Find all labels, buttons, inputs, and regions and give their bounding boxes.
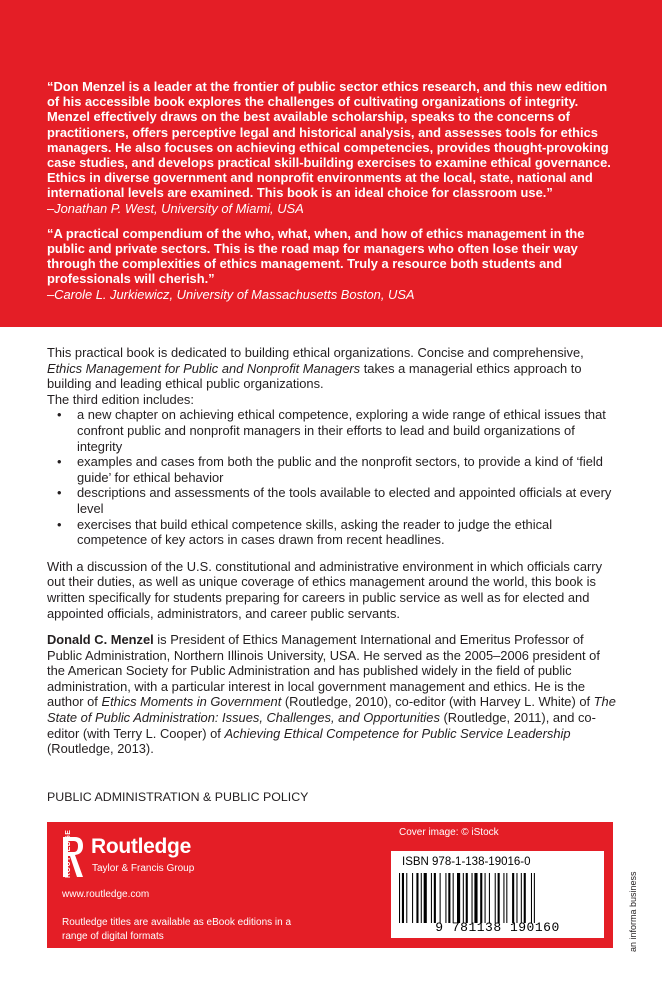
- list-item: • exercises that build ethical competence skills, asking the reader to judge the ethical competence of key actors in cases drawn from recent headlines.: [77, 517, 617, 548]
- barcode-bar: [421, 873, 422, 923]
- discussion-paragraph: With a discussion of the U.S. constitutional and administrative environment in which officials carry out their duties, as well as unique coverage of ethics management around the world, this book is written specifically for students preparing for careers in public service as well as for elected and appointed officials, administrators, and career public servants.: [47, 558, 603, 621]
- barcode: [399, 873, 599, 923]
- list-item: • examples and cases from both the public and the nonprofit sectors, to provide a kind of ‘field guide’ for ethical behavior: [77, 454, 617, 485]
- publisher-footer: [47, 822, 613, 948]
- barcode-bar: [466, 873, 468, 923]
- author-name: Donald C. Menzel: [47, 632, 154, 648]
- barcode-bar: [472, 873, 473, 923]
- barcode-bar: [512, 873, 514, 923]
- barcode-bar: [531, 873, 532, 923]
- publisher-name: Routledge: [91, 835, 191, 858]
- barcode-bar: [440, 873, 441, 923]
- description: [47, 345, 617, 757]
- quote-1-attribution: –Jonathan P. West, University of Miami, USA: [47, 200, 304, 216]
- barcode-bar: [399, 873, 400, 923]
- barcode-bar: [424, 873, 427, 923]
- barcode-bar: [431, 873, 432, 923]
- barcode-bar: [416, 873, 418, 923]
- barcode-bar: [485, 873, 486, 923]
- barcode-bar: [489, 873, 490, 923]
- barcode-bar: [534, 873, 535, 923]
- endorsements: [47, 79, 617, 312]
- barcode-bar: [524, 873, 526, 923]
- barcode-bar: [453, 873, 454, 923]
- barcode-bar: [463, 873, 464, 923]
- quote-2-attribution: –Carole L. Jurkiewicz, University of Massachusetts Boston, USA: [47, 286, 415, 302]
- series-label: PUBLIC ADMINISTRATION & PUBLIC POLICY: [47, 790, 309, 804]
- list-item: • a new chapter on achieving ethical competence, exploring a wide range of ethical issues that confront public and nonprofit managers in their efforts to lead and build organizations of integrity: [77, 407, 617, 454]
- book-title: Ethics Management for Public and Nonprofit Managers: [47, 360, 361, 376]
- barcode-bar: [498, 873, 500, 923]
- barcode-bar: [434, 873, 436, 923]
- barcode-bar: [448, 873, 450, 923]
- barcode-bar: [521, 873, 522, 923]
- barcode-bar: [445, 873, 446, 923]
- publisher-url[interactable]: www.routledge.com: [62, 889, 150, 900]
- quote-2: “A practical compendium of the who, what, when, and how of ethics management in the public and private sectors. This is the road map for managers who often lose their way through the complexities of ethics management. Truly a resource both students and professionals will cherish.”: [47, 225, 585, 287]
- barcode-box: [391, 851, 604, 938]
- author-bio: Donald C. Menzel is President of Ethics Management International and Emeritus Professor of Public Administration, Northern Illinois University, USA. He served as the 2005–2006 president of the American Society for Public Administration and has published widely in the field of public administration, with a particular interest in local government management and ethics. He is the author of Ethics Moments in Government (Routledge, 2010), co-editor (with Harvey L. White) of The State of Public Administration: Issues, Challenges, and Opportunities (Routledge, 2011), and co-editor (with Terry L. Cooper) of Achieving Ethical Competence for Public Service Leadership (Routledge, 2013).: [47, 632, 616, 757]
- barcode-bar: [480, 873, 482, 923]
- routledge-logo: [61, 829, 213, 882]
- publisher-group: Taylor & Francis Group: [92, 863, 195, 874]
- informa-tagline: an informa business: [628, 871, 638, 952]
- quote-1: “Don Menzel is a leader at the frontier of public sector ethics research, and this new edition of his accessible book explores the challenges of cultivating organizations of integrity. Menzel effectively draws on the best available scholarship, speaks to the concerns of practitioners, offers perceptive legal and historical analysis, and assesses tools for ethics managers. He also focuses on achieving ethical competencies, provides thought-provoking case studies, and develops practical skill-building exercises to examine ethical governance. Ethics in diverse government and nonprofit environments at the local, state, national and international levels are examined. This book is an ideal choice for classroom use.”: [47, 79, 611, 201]
- cover-credit: Cover image: © iStock: [399, 827, 499, 838]
- barcode-bar: [495, 873, 496, 923]
- barcode-bar: [474, 873, 477, 923]
- barcode-bar: [503, 873, 504, 923]
- logo-vertical-text: ROUTLEDGE: [65, 829, 72, 878]
- features-list: [47, 407, 617, 547]
- barcode-bar: [412, 873, 413, 923]
- barcode-bar: [506, 873, 507, 923]
- intro-paragraph: This practical book is dedicated to building ethical organizations. Concise and comprehensive, Ethics Management for Public and Nonprofit Managers takes a managerial ethics approach to building and leading ethical public organizations. The third edition includes:: [47, 345, 584, 407]
- barcode-bar: [516, 873, 517, 923]
- ebook-note: Routledge titles are available as eBook editions in a range of digital formats: [62, 917, 292, 942]
- barcode-bar: [457, 873, 460, 923]
- isbn: ISBN 978-1-138-19016-0: [402, 856, 531, 868]
- list-item: • descriptions and assessments of the tools available to elected and appointed officials at every level: [77, 485, 617, 516]
- barcode-number: 9 781138 190160: [435, 920, 560, 935]
- barcode-bar: [402, 873, 404, 923]
- barcode-bar: [406, 873, 407, 923]
